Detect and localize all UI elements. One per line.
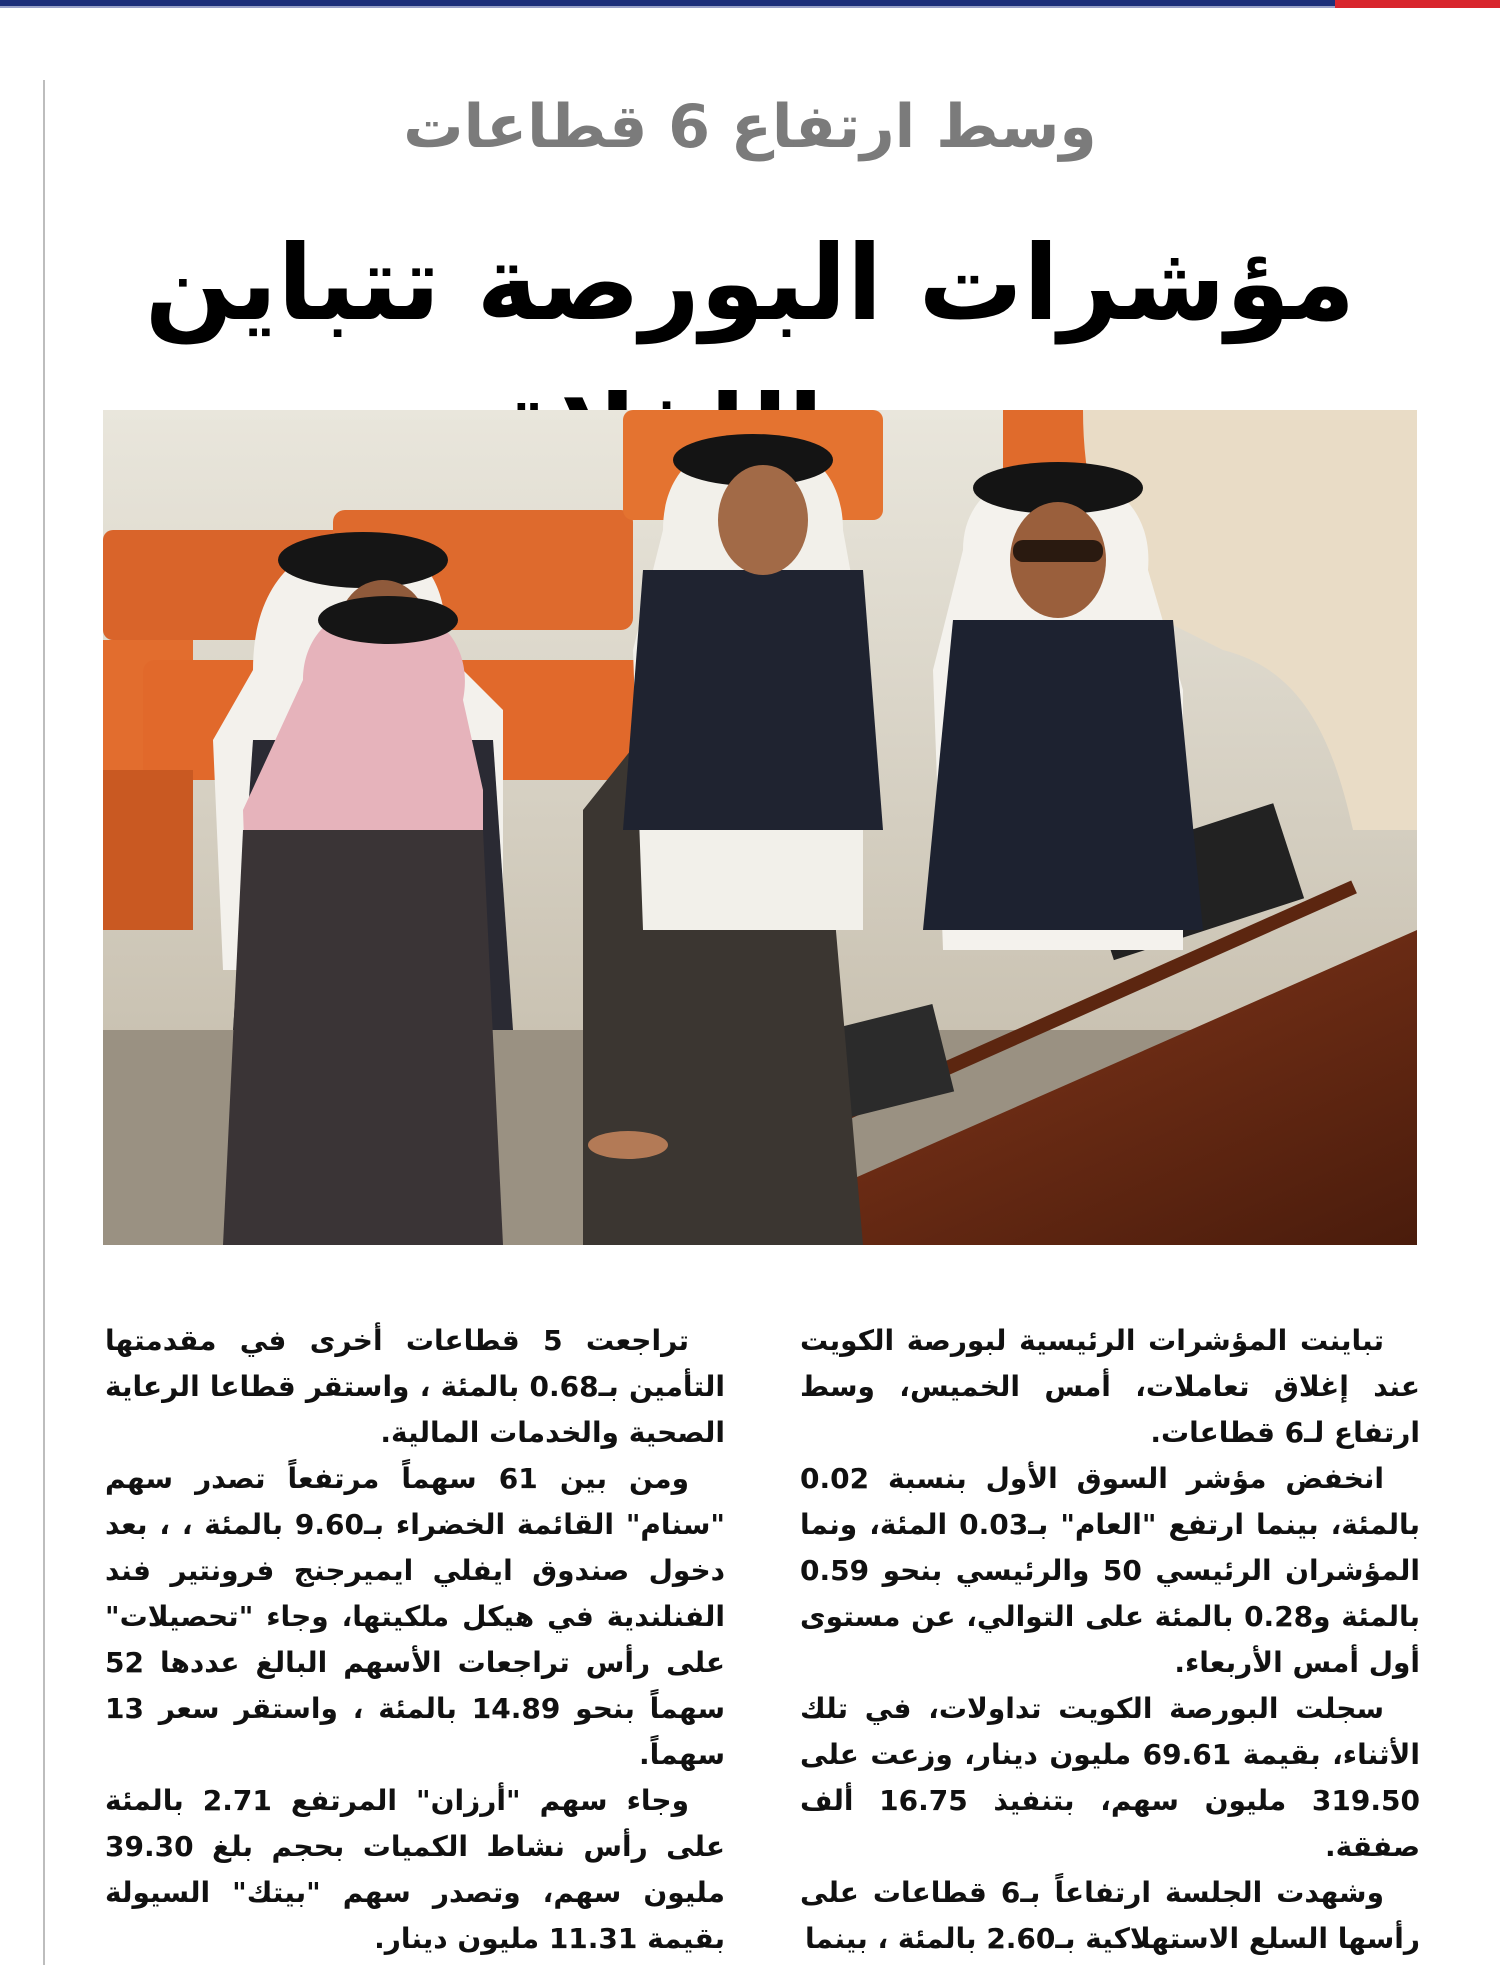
paragraph: ومن بين 61 سهماً مرتفعاً تصدر سهم "سنام" القائمة الخضراء بـ9.60 بالمئة ، ، بعد دخول صندوق ايفلي ايميرجنج فرونتير فند الفنلندية في هيكل ملكيتها، وجاء "تحصيلات" على رأس تراجعات الأسهم البالغ عددها 52 سهماً بنحو 14.89 بالمئة ، واستقر سعر 13 سهماً. — [105, 1462, 725, 1771]
article-body-column-left — [105, 1318, 725, 1962]
paragraph: تباينت المؤشرات الرئيسية لبورصة الكويت عند إغلاق تعاملات، أمس الخميس، وسط ارتفاع لـ6 قطاعات. — [800, 1324, 1420, 1449]
paragraph: سجلت البورصة الكويت تداولات، في تلك الأثناء، بقيمة 69.61 مليون دينار، وزعت على 319.50 مليون سهم، بتنفيذ 16.75 ألف صفقة. — [800, 1692, 1420, 1863]
column-divider — [43, 80, 45, 1965]
article-photo — [103, 410, 1417, 1245]
paragraph: وجاء سهم "أرزان" المرتفع 2.71 بالمئة على رأس نشاط الكميات بحجم بلغ 39.30 مليون سهم، وتصدر سهم "بيتك" السيولة بقيمة 11.31 مليون دينار. — [105, 1784, 725, 1955]
masthead-rule-blue — [0, 0, 1335, 8]
article-body-column-right — [800, 1318, 1420, 1962]
article-headline: مؤشرات البورصة تتباين — [144, 222, 1356, 344]
masthead-rule — [0, 0, 1500, 8]
masthead-rule-red — [1335, 0, 1500, 8]
paragraph: تراجعت 5 قطاعات أخرى في مقدمتها التأمين بـ0.68 بالمئة ، واستقر قطاعا الرعاية الصحية والخدمات المالية. — [105, 1324, 725, 1449]
paragraph: انخفض مؤشر السوق الأول بنسبة 0.02 بالمئة، بينما ارتفع "العام" بـ0.03 المئة، ونما المؤشران الرئيسي 50 والرئيسي بنحو 0.59 بالمئة و0.28 بالمئة على التوالي، عن مستوى أول أمس الأربعاء. — [800, 1462, 1420, 1679]
article-kicker: وسط ارتفاع 6 قطاعات — [403, 92, 1097, 162]
paragraph: وشهدت الجلسة ارتفاعاً بـ6 قطاعات على رأسها السلع الاستهلاكية بـ2.60 بالمئة ، بينما — [800, 1876, 1420, 1955]
